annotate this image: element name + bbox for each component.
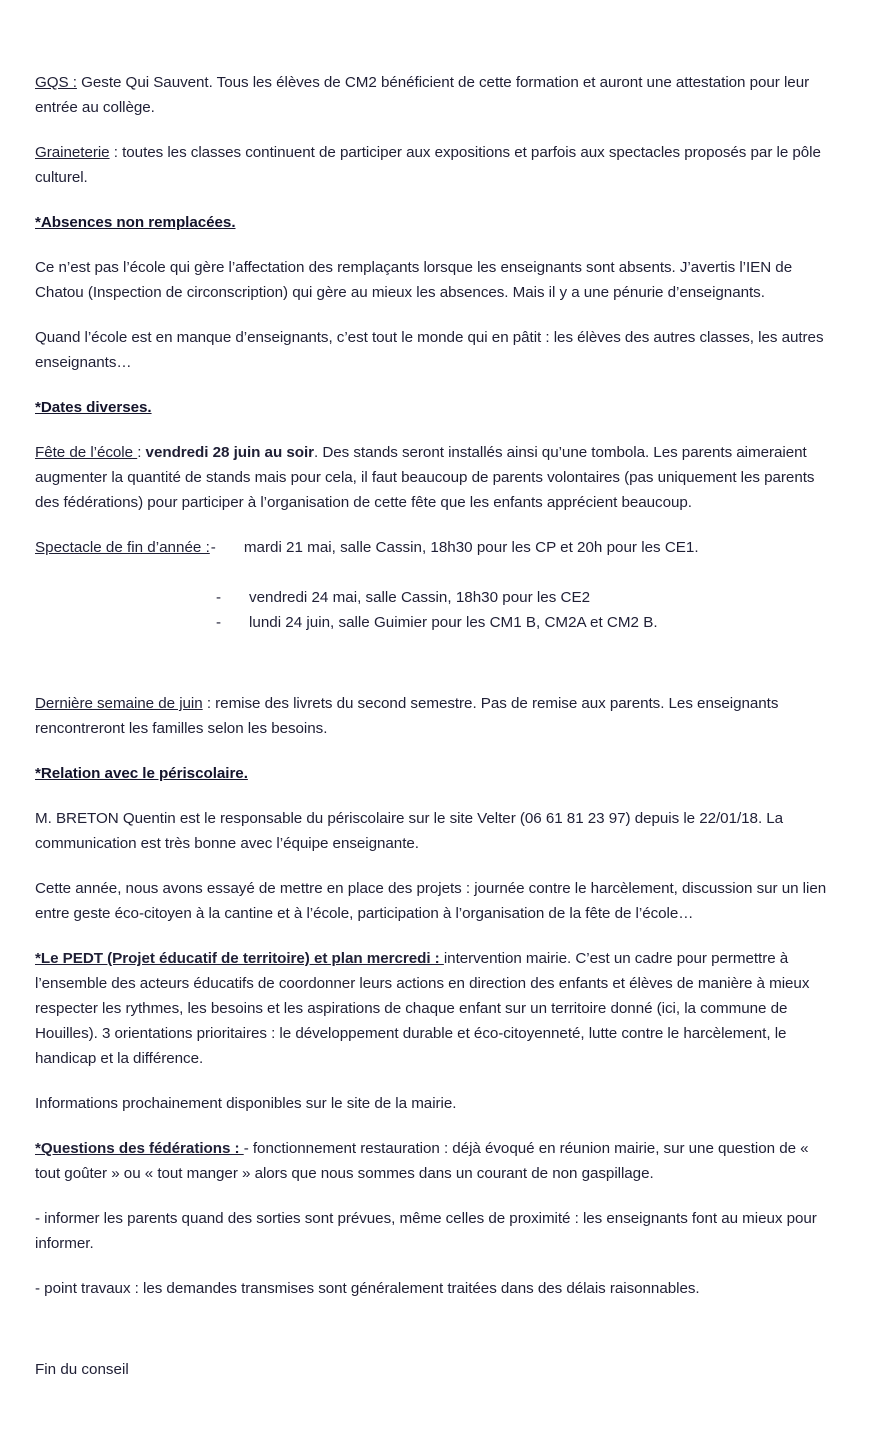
paragraph-graineterie [35,140,831,190]
graineterie-label: Graineterie [35,144,110,161]
paragraph-infos-mairie: Informations prochainement disponibles sur le site de la mairie. [35,1095,457,1112]
fete-date: vendredi 28 juin au soir [145,444,314,461]
paragraph-question-item-3: - point travaux : les demandes transmises sont généralement traitées dans des délais raisonnables. [35,1280,700,1297]
heading-absences: *Absences non remplacées. [35,214,236,231]
spectacle-item-2: vendredi 24 mai, salle Cassin, 18h30 pour les CE2 [249,589,591,606]
paragraph-questions-federations [35,1136,831,1186]
paragraph-relation-2: Cette année, nous avons essayé de mettre en place des projets : journée contre le harcèlement, discussion sur un lien entre geste éco-citoyen à la cantine et à l’école, participation à l’organisation de la fête de l’école… [35,880,827,922]
gqs-label: GQS : [35,74,77,91]
spectacle-item-3: lundi 24 juin, salle Guimier pour les CM1 B, CM2A et CM2 B. [249,614,658,631]
paragraph-relation-1: M. BRETON Quentin est le responsable du périscolaire sur le site Velter (06 61 81 23 97) depuis le 22/01/18. La communication est très bonne avec l’équipe enseignante. [35,810,784,852]
spectacle-dash-3: - [215,614,221,631]
fete-label: Fête de l’école [35,444,138,461]
spectacle-item-1: mardi 21 mai, salle Cassin, 18h30 pour les CP et 20h pour les CE1. [243,539,699,556]
derniere-semaine-label: Dernière semaine de juin [35,695,203,712]
spectacle-dash-inline: - [210,539,216,556]
pedt-label: *Le PEDT (Projet éducatif de territoire) et plan mercredi : [35,950,444,967]
paragraph-absences-1: Ce n’est pas l’école qui gère l’affectation des remplaçants lorsque les enseignants sont absents. J’avertis l’IEN de Chatou (Inspection de circonscription) qui gère au mieux les absences. Mais il y a une pénurie d’enseignants. [35,259,793,301]
closing-line: Fin du conseil [35,1361,129,1378]
fete-body: . Des stands seront installés ainsi qu’une tombola. Les parents aimeraient augmenter la quantité de stands mais pour cela, il faut beaucoup de parents volontaires (pas uniquement les parents des fédérations) pour participer à l’organisation de cette fête que les enfants apprécient beaucoup. [35,444,815,511]
derniere-semaine-body: : remise des livrets du second semestre. Pas de remise aux parents. Les enseignants rencontreront les familles selon les besoins. [35,695,779,737]
questions-label: *Questions des fédérations : [35,1140,244,1157]
document-body [35,70,831,1382]
paragraph-gqs [35,70,831,120]
paragraph-fete-ecole [35,440,831,515]
spacer-after-spectacle [35,655,831,691]
spectacle-list-block [35,535,831,635]
spectacle-row-2 [35,585,831,610]
questions-body: - fonctionnement restauration : déjà évoqué en réunion mairie, sur une question de « tout goûter » ou « tout manger » alors que nous sommes dans un courant de non gaspillage. [35,1140,809,1182]
paragraph-derniere-semaine [35,691,831,741]
spectacle-remaining-rows [35,585,831,635]
spectacle-dash-2: - [215,589,221,606]
paragraph-absences-2: Quand l’école est en manque d’enseignants, c’est tout le monde qui en pâtit : les élèves des autres classes, les autres enseignants… [35,329,824,371]
gqs-body: Geste Qui Sauvent. Tous les élèves de CM2 bénéficient de cette formation et auront une attestation pour leur entrée au collège. [35,74,810,116]
graineterie-body: : toutes les classes continuent de participer aux expositions et parfois aux spectacles proposés par le pôle culturel. [35,144,821,186]
heading-dates: *Dates diverses. [35,399,152,416]
spectacle-row-3 [35,610,831,635]
fete-colon: : [137,444,146,461]
paragraph-pedt [35,946,831,1071]
spacer-before-closing [35,1321,831,1357]
spectacle-first-row [35,535,831,560]
paragraph-question-item-2: - informer les parents quand des sorties sont prévues, même celles de proximité : les enseignants font au mieux pour informer. [35,1210,817,1252]
pedt-body: intervention mairie. C’est un cadre pour permettre à l’ensemble des acteurs éducatifs de coordonner leurs actions en direction des enfants et élèves de manière à mieux respecter les rythmes, les besoins et les aspirations de chaque enfant sur un territoire donné (ici, la commune de Houilles). 3 orientations prioritaires : le développement durable et éco-citoyenneté, lutte contre le harcèlement, le handicap et la différence. [35,950,810,1067]
heading-relation-periscolaire: *Relation avec le périscolaire. [35,765,248,782]
spectacle-label: Spectacle de fin d’année : [35,539,210,556]
